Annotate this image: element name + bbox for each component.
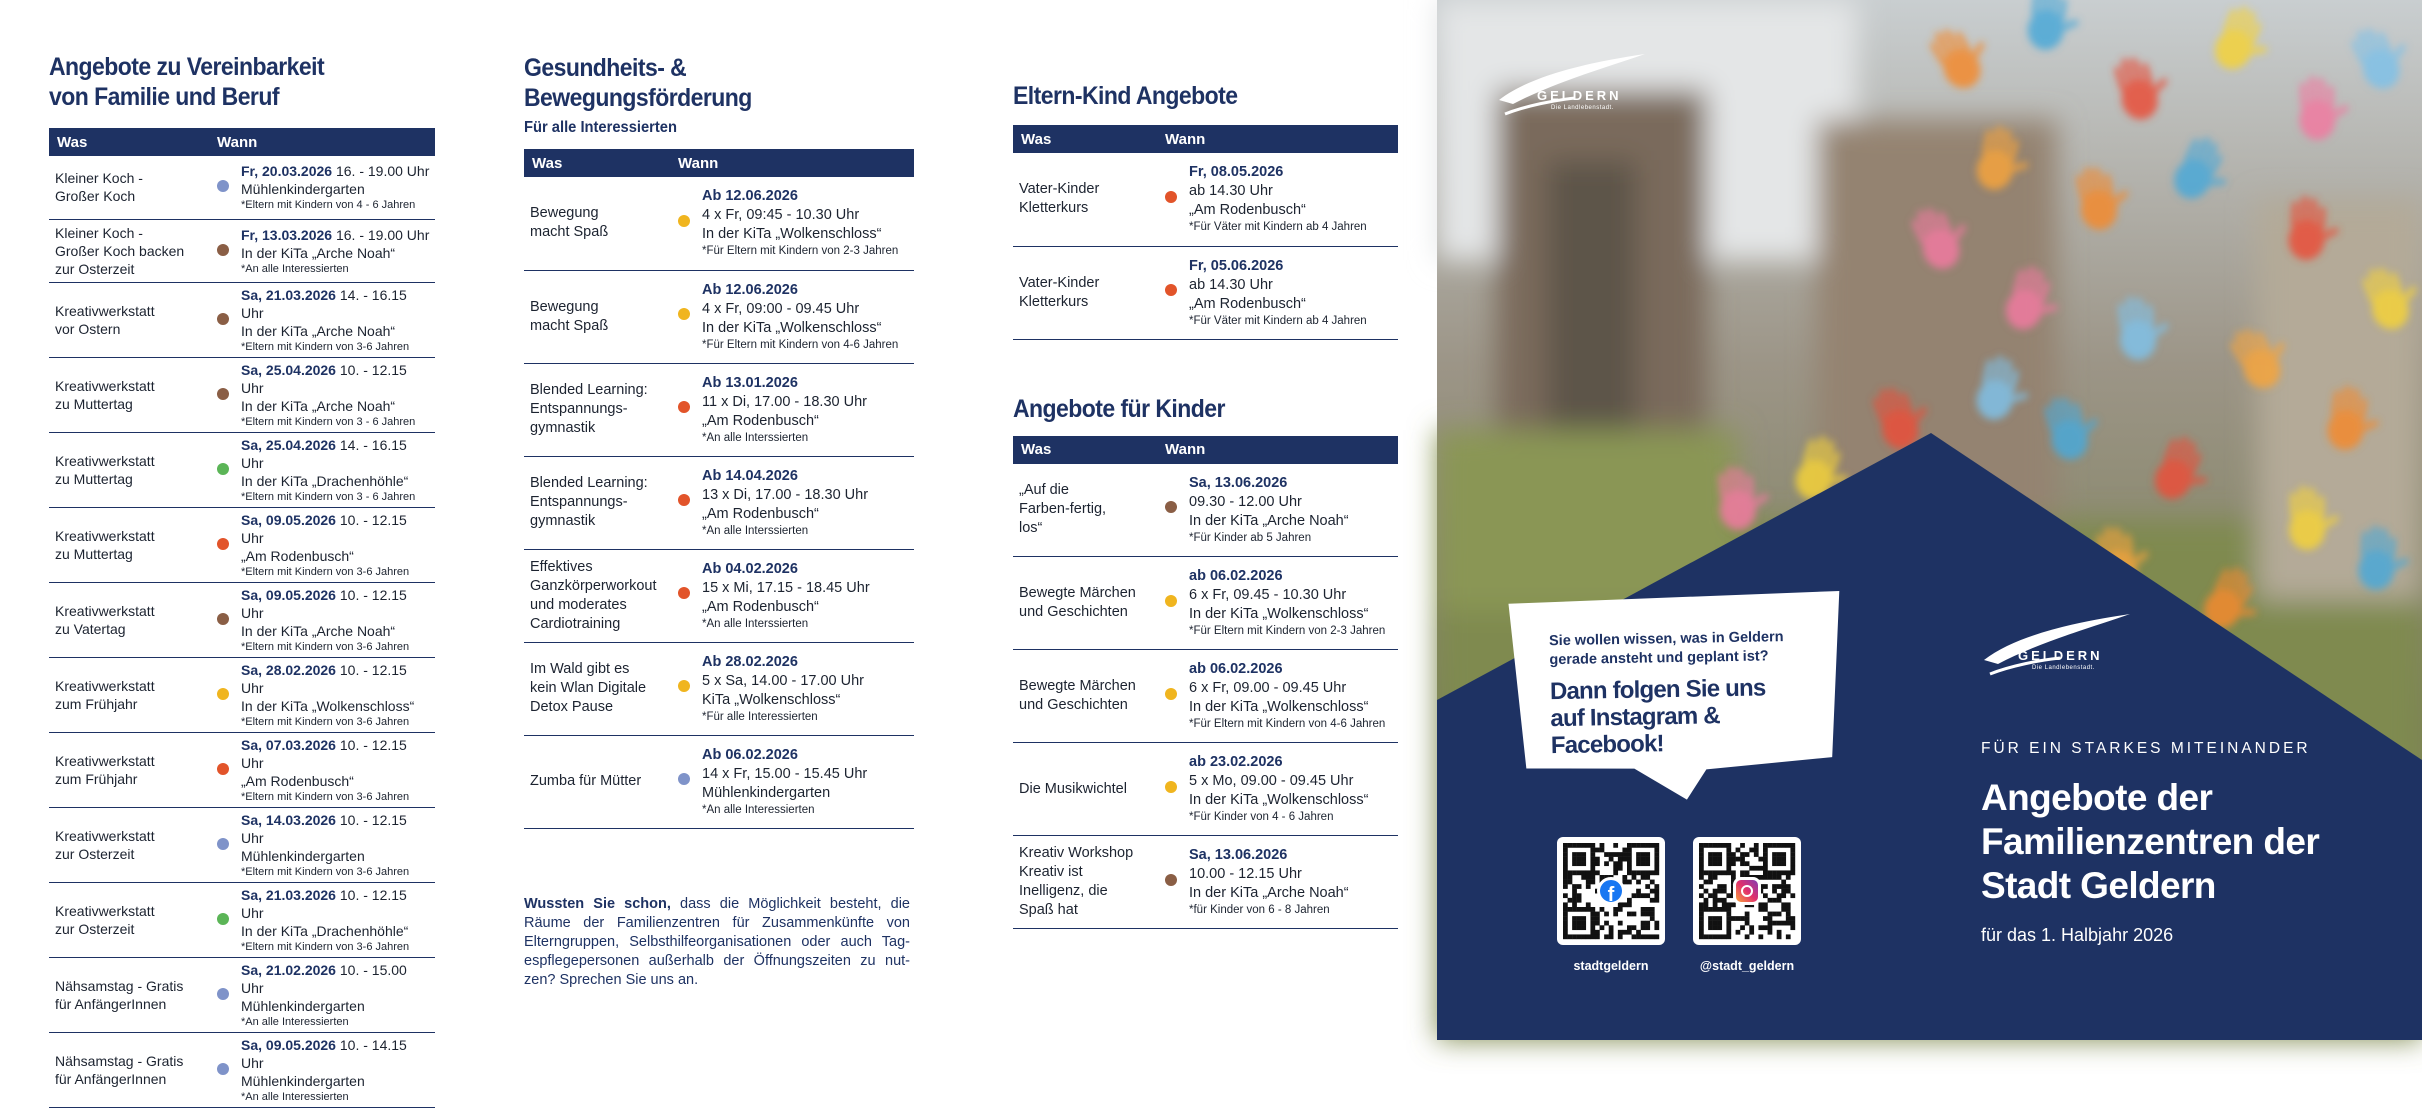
row-wann xyxy=(237,882,435,957)
row-date: Fr, 05.06.2026 xyxy=(1189,257,1284,274)
row-wann xyxy=(237,657,435,732)
table-row xyxy=(524,642,914,735)
row-place: In der KiTa „Wolkenschloss“ xyxy=(241,697,415,714)
row-wann xyxy=(698,549,914,642)
row-dot-cell xyxy=(209,1032,237,1107)
table-row xyxy=(49,582,435,657)
row-date: Sa, 21.02.2026 xyxy=(241,961,336,978)
row-was: Bewegte Märchen und Geschichten xyxy=(1013,557,1157,650)
row-was: „Auf die Farben-fertig, los“ xyxy=(1013,464,1157,557)
row-place: „Am Rodenbusch“ xyxy=(241,547,354,564)
table-row xyxy=(1013,464,1398,557)
row-date: ab 23.02.2026 xyxy=(1189,754,1283,770)
col1-title-line2: von Familie und Beruf xyxy=(49,83,279,111)
col-eltern-kind xyxy=(1013,0,1398,929)
row-wann xyxy=(698,363,914,456)
info-bold: Wussten Sie schon, xyxy=(524,896,671,912)
row-date: Sa, 25.04.2026 xyxy=(241,436,336,453)
row-note: *Für Eltern mit Kindern von 2-3 Jahren xyxy=(702,245,899,258)
row-note: *Eltern mit Kindern von 3-6 Jahren xyxy=(241,640,410,653)
location-color-dot xyxy=(678,215,690,227)
location-color-dot xyxy=(217,463,229,475)
row-was: Blended Learning: Entspannungs- gymnastik xyxy=(524,456,670,549)
col3-table xyxy=(1013,125,1398,340)
table-row xyxy=(49,219,435,282)
row-dot-cell xyxy=(209,807,237,882)
row-was: Kreativwerkstatt zu Muttertag xyxy=(49,507,209,582)
table-row xyxy=(1013,650,1398,743)
row-note: *für Kinder von 6 - 8 Jahren xyxy=(1189,904,1330,916)
row-note: *Eltern mit Kindern von 3 - 6 Jahren xyxy=(241,490,416,503)
location-color-dot xyxy=(217,180,229,192)
row-date: Sa, 13.06.2026 xyxy=(1189,847,1288,863)
row-date: Sa, 21.03.2026 xyxy=(241,286,336,303)
row-dot-cell xyxy=(209,432,237,507)
row-time: 16. - 19.00 Uhr xyxy=(332,163,430,180)
facebook-icon: f xyxy=(1597,877,1625,905)
row-time: 16. - 19.00 Uhr xyxy=(332,226,430,243)
table-row xyxy=(49,282,435,357)
row-note: *Eltern mit Kindern von 3-6 Jahren xyxy=(241,790,410,803)
row-date: Sa, 09.05.2026 xyxy=(241,1036,336,1053)
table-row xyxy=(49,807,435,882)
col2-header-was: Was xyxy=(524,149,670,177)
row-wann xyxy=(698,456,914,549)
row-date: ab 06.02.2026 xyxy=(1189,661,1283,677)
row-note: *Eltern mit Kindern von 3 - 6 Jahren xyxy=(241,415,416,428)
logo-tagline-top: Die Landlebenstadt. xyxy=(1551,105,1614,111)
col-vereinbarkeit xyxy=(49,0,435,1108)
row-wann xyxy=(237,957,435,1032)
row-lines: 5 x Mo, 09.00 - 09.45 Uhr In der KiTa „Wolkenschloss“ xyxy=(1189,773,1369,808)
col3-title2: Angebote für Kinder xyxy=(1013,394,1225,423)
logo-tagline-bottom: Die Landlebenstadt. xyxy=(2032,665,2095,671)
geldern-logo-bottom xyxy=(1980,612,2150,692)
row-dot-cell xyxy=(670,642,698,735)
col1-header-was: Was xyxy=(49,128,209,156)
row-time: 10. - 12.15 Uhr xyxy=(241,886,407,921)
info-text: dass die Möglichkeit besteht, die Räume der Familienzentren für Zusammenkünfte von Elterngruppen, Selbsthilfeorganisationen oder auch Tag-espflegepersonen außerhalb der Öffnungszeiten zu nut-zen? Sprechen Sie uns an. xyxy=(524,896,910,988)
location-color-dot xyxy=(217,538,229,550)
row-lines: 6 x Fr, 09.00 - 09.45 Uhr In der KiTa „Wolkenschloss“ xyxy=(1189,680,1369,715)
table-row xyxy=(1013,836,1398,929)
row-note: *Eltern mit Kindern von 3-6 Jahren xyxy=(241,940,410,953)
row-place: In der KiTa „Arche Noah“ xyxy=(241,622,396,639)
table-row xyxy=(524,735,914,828)
row-dot-cell xyxy=(670,735,698,828)
row-note: *Für Eltern mit Kindern von 4-6 Jahren xyxy=(702,338,899,351)
row-was: Kreativwerkstatt zu Muttertag xyxy=(49,357,209,432)
row-lines: 4 x Fr, 09:45 - 10.30 Uhr In der KiTa „Wolkenschloss“ xyxy=(702,207,882,243)
row-wann xyxy=(237,432,435,507)
row-wann xyxy=(698,735,914,828)
col1-table xyxy=(49,128,435,1108)
location-color-dot xyxy=(678,680,690,692)
table-row xyxy=(1013,153,1398,246)
row-wann xyxy=(1185,743,1398,836)
col-gesundheit xyxy=(524,0,914,829)
geldern-logo-top xyxy=(1495,52,1665,132)
row-wann xyxy=(1185,557,1398,650)
row-date: Ab 06.02.2026 xyxy=(702,746,798,763)
table-row xyxy=(524,549,914,642)
row-lines: 14 x Fr, 15.00 - 15.45 Uhr Mühlenkindergarten xyxy=(702,765,868,801)
row-was: Kreativwerkstatt zum Frühjahr xyxy=(49,657,209,732)
row-time: 10. - 12.15 Uhr xyxy=(241,661,407,696)
row-was: Vater-Kinder Kletterkurs xyxy=(1013,246,1157,339)
col3-header-wann: Wann xyxy=(1157,125,1398,153)
row-wann xyxy=(237,732,435,807)
location-color-dot xyxy=(1165,688,1177,700)
info-note xyxy=(524,895,910,990)
row-note: *An alle Interessierten xyxy=(241,262,349,275)
table-row xyxy=(49,657,435,732)
table-row xyxy=(49,1032,435,1107)
row-note: *Für alle Interessierten xyxy=(702,710,818,723)
row-note: *Eltern mit Kindern von 3-6 Jahren xyxy=(241,565,410,578)
row-note: *An alle Interessierten xyxy=(241,1090,349,1103)
row-lines: 10.00 - 12.15 Uhr In der KiTa „Arche Noah“ xyxy=(1189,866,1349,901)
row-note: *Eltern mit Kindern von 3-6 Jahren xyxy=(241,865,410,878)
row-place: Mühlenkindergarten xyxy=(241,181,365,198)
table-row xyxy=(1013,743,1398,836)
table-row xyxy=(524,456,914,549)
location-color-dot xyxy=(1165,191,1177,203)
location-color-dot xyxy=(217,313,229,325)
row-lines: 15 x Mi, 17.15 - 18.45 Uhr „Am Rodenbusch“ xyxy=(702,579,870,615)
row-time: 10. - 14.15 Uhr xyxy=(241,1036,407,1071)
row-wann xyxy=(237,1032,435,1107)
logo-text-top: GELDERN xyxy=(1537,88,1622,103)
row-was: Kreativ Workshop Kreativ ist Inelligenz, die Spaß hat xyxy=(1013,836,1157,929)
row-was: Zumba für Mütter xyxy=(524,735,670,828)
col1-title xyxy=(49,52,435,112)
row-dot-cell xyxy=(1157,464,1185,557)
table-row xyxy=(1013,557,1398,650)
row-note: *Für Eltern mit Kindern von 4-6 Jahren xyxy=(1189,718,1386,730)
instagram-qr[interactable] xyxy=(1693,837,1801,945)
row-time: 10. - 12.15 Uhr xyxy=(241,361,407,396)
row-dot-cell xyxy=(209,657,237,732)
table-row xyxy=(49,507,435,582)
row-place: „Am Rodenbusch“ xyxy=(241,772,354,789)
row-place: In der KiTa „Drachenhöhle“ xyxy=(241,922,409,939)
row-was: Kleiner Koch - Großer Koch xyxy=(49,156,209,219)
row-wann xyxy=(1185,246,1398,339)
row-date: Ab 13.01.2026 xyxy=(702,374,798,391)
row-was: Nähsamstag - Gratis für AnfängerInnen xyxy=(49,1032,209,1107)
row-note: *Für Väter mit Kindern ab 4 Jahren xyxy=(1189,221,1367,234)
row-was: Kreativwerkstatt vor Ostern xyxy=(49,282,209,357)
row-note: *An alle Interssierten xyxy=(702,431,809,444)
row-wann xyxy=(237,507,435,582)
location-color-dot xyxy=(1165,781,1177,793)
row-note: *Eltern mit Kindern von 3-6 Jahren xyxy=(241,715,410,728)
row-wann xyxy=(237,282,435,357)
speech-bubble xyxy=(1549,628,1801,759)
row-place: In der KiTa „Arche Noah“ xyxy=(241,397,396,414)
location-color-dot xyxy=(678,773,690,785)
row-was: Bewegung macht Spaß xyxy=(524,177,670,270)
row-lines: 13 x Di, 17.00 - 18.30 Uhr „Am Rodenbusch“ xyxy=(702,486,869,522)
col2-subtitle: Für alle Interessierten xyxy=(524,119,677,136)
row-wann xyxy=(237,582,435,657)
row-was: Kleiner Koch - Großer Koch backen zur Osterzeit xyxy=(49,219,209,282)
row-dot-cell xyxy=(670,549,698,642)
row-lines: 4 x Fr, 09:00 - 09.45 Uhr In der KiTa „Wolkenschloss“ xyxy=(702,300,882,336)
location-color-dot xyxy=(217,913,229,925)
row-was: Nähsamstag - Gratis für AnfängerInnen xyxy=(49,957,209,1032)
row-note: *An alle Interssierten xyxy=(702,617,809,630)
location-color-dot xyxy=(217,838,229,850)
row-wann xyxy=(698,642,914,735)
row-dot-cell xyxy=(209,732,237,807)
table-row xyxy=(49,882,435,957)
row-was: Kreativwerkstatt zur Osterzeit xyxy=(49,807,209,882)
row-dot-cell xyxy=(1157,650,1185,743)
location-color-dot xyxy=(217,388,229,400)
row-dot-cell xyxy=(209,507,237,582)
location-color-dot xyxy=(217,1063,229,1075)
instagram-label: @stadt_geldern xyxy=(1699,959,1795,973)
row-place: Mühlenkindergarten xyxy=(241,997,365,1014)
row-date: Ab 28.02.2026 xyxy=(702,653,798,670)
row-date: Sa, 07.03.2026 xyxy=(241,736,336,753)
row-note: *Für Kinder ab 5 Jahren xyxy=(1189,531,1312,544)
row-date: Sa, 13.06.2026 xyxy=(1189,474,1288,491)
cover-kicker: FÜR EIN STARKES MITEINANDER xyxy=(1981,740,2311,757)
row-dot-cell xyxy=(1157,246,1185,339)
row-date: Sa, 25.04.2026 xyxy=(241,361,336,378)
row-dot-cell xyxy=(209,882,237,957)
row-was: Blended Learning: Entspannungs- gymnastik xyxy=(524,363,670,456)
row-was: Kreativwerkstatt zur Osterzeit xyxy=(49,882,209,957)
location-color-dot xyxy=(678,587,690,599)
location-color-dot xyxy=(217,613,229,625)
col3-table2 xyxy=(1013,436,1398,930)
location-color-dot xyxy=(678,494,690,506)
table-row xyxy=(49,156,435,219)
table-row xyxy=(524,270,914,363)
table-row xyxy=(49,432,435,507)
row-wann xyxy=(237,156,435,219)
table-row xyxy=(49,957,435,1032)
row-note: *Eltern mit Kindern von 4 - 6 Jahren xyxy=(241,199,416,212)
row-dot-cell xyxy=(670,177,698,270)
col2-title: Gesundheits- & Bewegungsförderung xyxy=(524,54,752,112)
location-color-dot xyxy=(1165,284,1177,296)
row-time: 10. - 15.00 Uhr xyxy=(241,961,407,996)
location-color-dot xyxy=(1165,595,1177,607)
row-wann xyxy=(1185,836,1398,929)
row-wann xyxy=(1185,153,1398,246)
row-note: *An alle Interessierten xyxy=(702,803,815,816)
row-lines: ab 14.30 Uhr „Am Rodenbusch“ xyxy=(1189,276,1306,312)
row-dot-cell xyxy=(209,282,237,357)
row-place: In der KiTa „Arche Noah“ xyxy=(241,322,396,339)
row-dot-cell xyxy=(1157,557,1185,650)
logo-text-bottom: GELDERN xyxy=(2018,648,2103,663)
row-date: Ab 12.06.2026 xyxy=(702,188,798,205)
row-dot-cell xyxy=(209,957,237,1032)
cover-title: Angebote der Familienzentren der Stadt Geldern xyxy=(1981,777,2320,906)
row-time: 14. - 16.15 Uhr xyxy=(241,436,407,471)
location-color-dot xyxy=(1165,874,1177,886)
row-time: 10. - 12.15 Uhr xyxy=(241,511,407,546)
row-wann xyxy=(1185,464,1398,557)
row-was: Kreativwerkstatt zum Frühjahr xyxy=(49,732,209,807)
row-dot-cell xyxy=(670,363,698,456)
table-row xyxy=(49,357,435,432)
row-was: Im Wald gibt es kein Wlan Digitale Detox Pause xyxy=(524,642,670,735)
table-row xyxy=(524,363,914,456)
row-was: Vater-Kinder Kletterkurs xyxy=(1013,153,1157,246)
facebook-qr[interactable] xyxy=(1557,837,1665,945)
col1-title-line1: Angebote zu Vereinbarkeit xyxy=(49,53,325,81)
row-lines: 6 x Fr, 09.45 - 10.30 Uhr In der KiTa „Wolkenschloss“ xyxy=(1189,587,1369,622)
row-date: Sa, 09.05.2026 xyxy=(241,586,336,603)
row-wann xyxy=(698,270,914,363)
row-lines: 11 x Di, 17.00 - 18.30 Uhr „Am Rodenbusch“ xyxy=(702,393,867,429)
row-dot-cell xyxy=(670,456,698,549)
row-date: Sa, 09.05.2026 xyxy=(241,511,336,528)
table-row xyxy=(49,732,435,807)
row-lines: 09.30 - 12.00 Uhr In der KiTa „Arche Noah“ xyxy=(1189,493,1349,529)
row-date: Sa, 28.02.2026 xyxy=(241,661,336,678)
row-dot-cell xyxy=(209,582,237,657)
row-time: 10. - 12.15 Uhr xyxy=(241,736,407,771)
location-color-dot xyxy=(1165,501,1177,513)
row-date: Ab 04.02.2026 xyxy=(702,560,798,577)
row-was: Bewegte Märchen und Geschichten xyxy=(1013,650,1157,743)
facebook-label: stadtgeldern xyxy=(1573,959,1649,973)
col3-header-was: Was xyxy=(1013,125,1157,153)
row-wann xyxy=(1185,650,1398,743)
row-note: *An alle Interssierten xyxy=(702,524,809,537)
row-place: In der KiTa „Arche Noah“ xyxy=(241,244,396,261)
row-note: *Für Eltern mit Kindern von 2-3 Jahren xyxy=(1189,625,1386,637)
row-was: Effektives Ganzkörperworkout und moderates Cardiotraining xyxy=(524,549,670,642)
col3-title: Eltern-Kind Angebote xyxy=(1013,82,1238,110)
table-row xyxy=(1013,246,1398,339)
row-dot-cell xyxy=(209,156,237,219)
row-wann xyxy=(237,807,435,882)
row-date: Ab 12.06.2026 xyxy=(702,281,798,298)
row-lines: 5 x Sa, 14.00 - 17.00 Uhr KiTa „Wolkenschloss“ xyxy=(702,672,865,708)
bubble-small: Sie wollen wissen, was in Geldern gerade ansteht und geplant ist? xyxy=(1548,629,1784,669)
row-time: 14. - 16.15 Uhr xyxy=(241,286,407,321)
cover-subtitle: für das 1. Halbjahr 2026 xyxy=(1981,925,2174,945)
row-dot-cell xyxy=(1157,153,1185,246)
col3-header2-was: Was xyxy=(1013,436,1157,464)
row-date: Fr, 20.03.2026 xyxy=(241,163,333,180)
row-date: Fr, 08.05.2026 xyxy=(1189,164,1284,181)
row-dot-cell xyxy=(209,357,237,432)
row-dot-cell xyxy=(209,219,237,282)
row-time: 10. - 12.15 Uhr xyxy=(241,586,407,621)
row-wann xyxy=(237,219,435,282)
row-date: Fr, 13.03.2026 xyxy=(241,226,333,243)
col3-header2-wann: Wann xyxy=(1157,436,1398,464)
row-note: *Eltern mit Kindern von 3-6 Jahren xyxy=(241,340,410,353)
table-row xyxy=(524,177,914,270)
row-note: *An alle Interessierten xyxy=(241,1015,349,1028)
col2-table xyxy=(524,149,914,829)
row-dot-cell xyxy=(670,270,698,363)
row-was: Kreativwerkstatt zu Muttertag xyxy=(49,432,209,507)
row-dot-cell xyxy=(1157,836,1185,929)
location-color-dot xyxy=(217,988,229,1000)
row-time: 10. - 12.15 Uhr xyxy=(241,811,407,846)
row-was: Bewegung macht Spaß xyxy=(524,270,670,363)
col1-header-wann: Wann xyxy=(209,128,435,156)
location-color-dot xyxy=(217,688,229,700)
location-color-dot xyxy=(217,763,229,775)
instagram-icon xyxy=(1733,877,1761,905)
row-date: Ab 14.04.2026 xyxy=(702,467,798,484)
row-date: Sa, 21.03.2026 xyxy=(241,886,336,903)
row-wann xyxy=(237,357,435,432)
col2-header-wann: Wann xyxy=(670,149,914,177)
row-was: Kreativwerkstatt zu Vatertag xyxy=(49,582,209,657)
row-date: Sa, 14.03.2026 xyxy=(241,811,336,828)
row-place: Mühlenkindergarten xyxy=(241,1072,365,1089)
row-place: In der KiTa „Drachenhöhle“ xyxy=(241,472,409,489)
row-date: ab 06.02.2026 xyxy=(1189,568,1283,584)
row-wann xyxy=(698,177,914,270)
row-place: Mühlenkindergarten xyxy=(241,847,365,864)
location-color-dot xyxy=(678,308,690,320)
row-dot-cell xyxy=(1157,743,1185,836)
location-color-dot xyxy=(217,244,229,256)
row-was: Die Musikwichtel xyxy=(1013,743,1157,836)
bubble-big: Dann folgen Sie uns auf Instagram & Facebook! xyxy=(1549,674,1766,760)
row-note: *Für Kinder von 4 - 6 Jahren xyxy=(1189,811,1334,823)
row-note: *Für Väter mit Kindern ab 4 Jahren xyxy=(1189,314,1367,327)
location-color-dot xyxy=(678,401,690,413)
row-lines: ab 14.30 Uhr „Am Rodenbusch“ xyxy=(1189,183,1306,219)
